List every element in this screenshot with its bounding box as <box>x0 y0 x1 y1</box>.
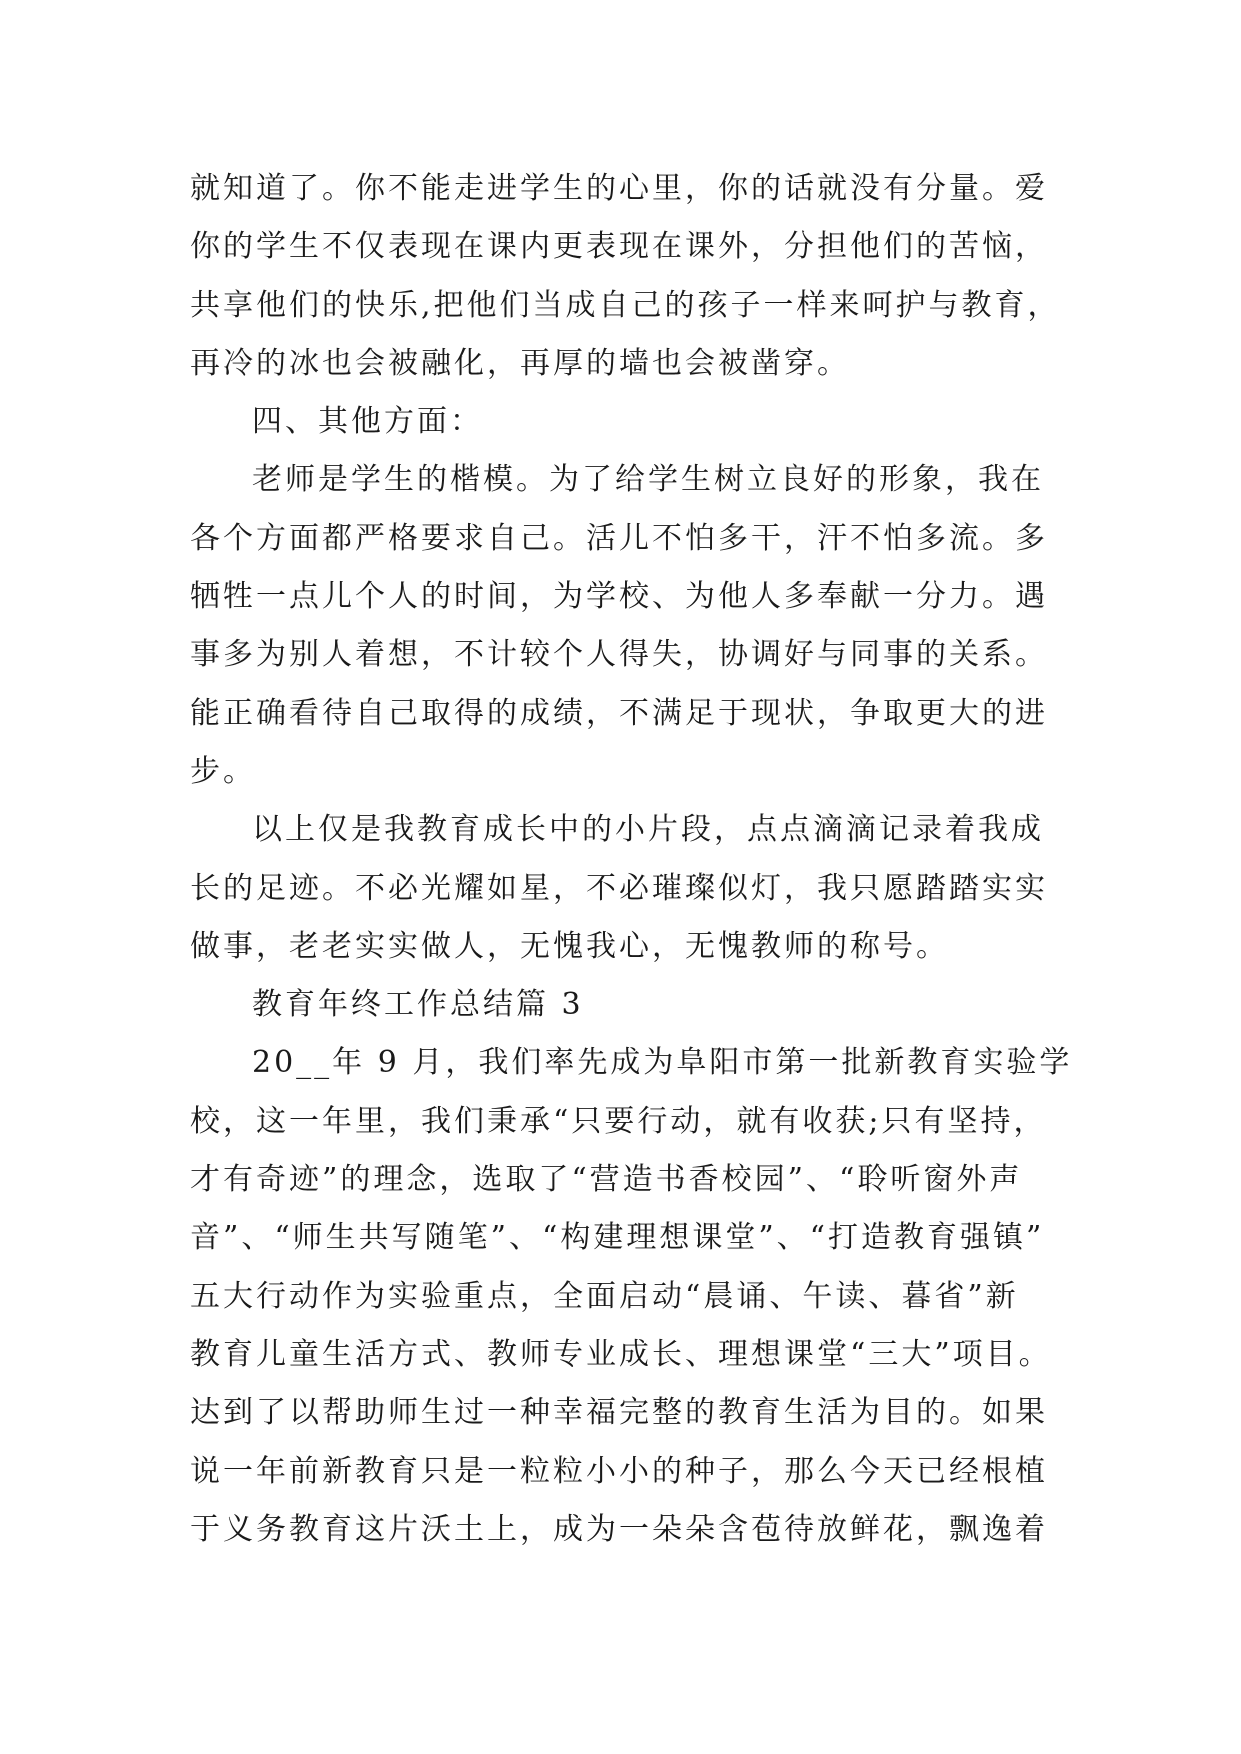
text-line: 才有奇迹”的理念，选取了“营造书香校园”、“聆听窗外声 <box>190 1162 1023 1198</box>
text-line: 达到了以帮助师生过一种幸福完整的教育生活为目的。如果 <box>190 1395 1048 1431</box>
text-line: 步。 <box>190 753 256 789</box>
text-line: 各个方面都严格要求自己。活儿不怕多干，汗不怕多流。多 <box>190 520 1048 556</box>
text-line: 说一年前新教育只是一粒粒小小的种子，那么今天已经根植 <box>190 1453 1048 1489</box>
paragraph-first-line: 20__年 9 月，我们率先成为阜阳市第一批新教育实验学 <box>252 1045 1073 1081</box>
text-line: 做事，老老实实做人，无愧我心，无愧教师的称号。 <box>190 928 949 964</box>
text-line: 五大行动作为实验重点，全面启动“晨诵、午读、暮省”新 <box>190 1278 1019 1314</box>
paragraph-first-line: 教育年终工作总结篇 3 <box>252 987 584 1023</box>
paragraph-first-line: 以上仅是我教育成长中的小片段，点点滴滴记录着我成 <box>252 812 1044 848</box>
paragraph-first-line: 老师是学生的楷模。为了给学生树立良好的形象，我在 <box>252 462 1044 498</box>
text-line: 牺牲一点儿个人的时间，为学校、为他人多奉献一分力。遇 <box>190 579 1048 615</box>
text-line: 校，这一年里，我们秉承“只要行动，就有收获;只有坚持， <box>190 1103 1047 1139</box>
body-text <box>190 160 1090 1559</box>
text-line: 音”、“师生共写随笔”、“构建理想课堂”、“打造教育强镇” <box>190 1220 1045 1256</box>
text-line: 长的足迹。不必光耀如星，不必璀璨似灯，我只愿踏踏实实 <box>190 870 1048 906</box>
text-line: 教育儿童生活方式、教师专业成长、理想课堂“三大”项目。 <box>190 1336 1052 1372</box>
text-line: 于义务教育这片沃土上，成为一朵朵含苞待放鲜花，飘逸着 <box>190 1511 1048 1547</box>
text-line: 再冷的冰也会被融化，再厚的墙也会被凿穿。 <box>190 345 850 381</box>
paragraph-first-line: 四、其他方面： <box>252 404 483 440</box>
text-line: 事多为别人着想，不计较个人得失，协调好与同事的关系。 <box>190 637 1048 673</box>
text-line: 你的学生不仅表现在课内更表现在课外，分担他们的苦恼， <box>190 229 1048 265</box>
text-line: 就知道了。你不能走进学生的心里，你的话就没有分量。爱 <box>190 171 1048 206</box>
text-line: 共享他们的快乐,把他们当成自己的孩子一样来呵护与教育， <box>190 287 1061 323</box>
text-line: 能正确看待自己取得的成绩，不满足于现状，争取更大的进 <box>190 695 1048 731</box>
